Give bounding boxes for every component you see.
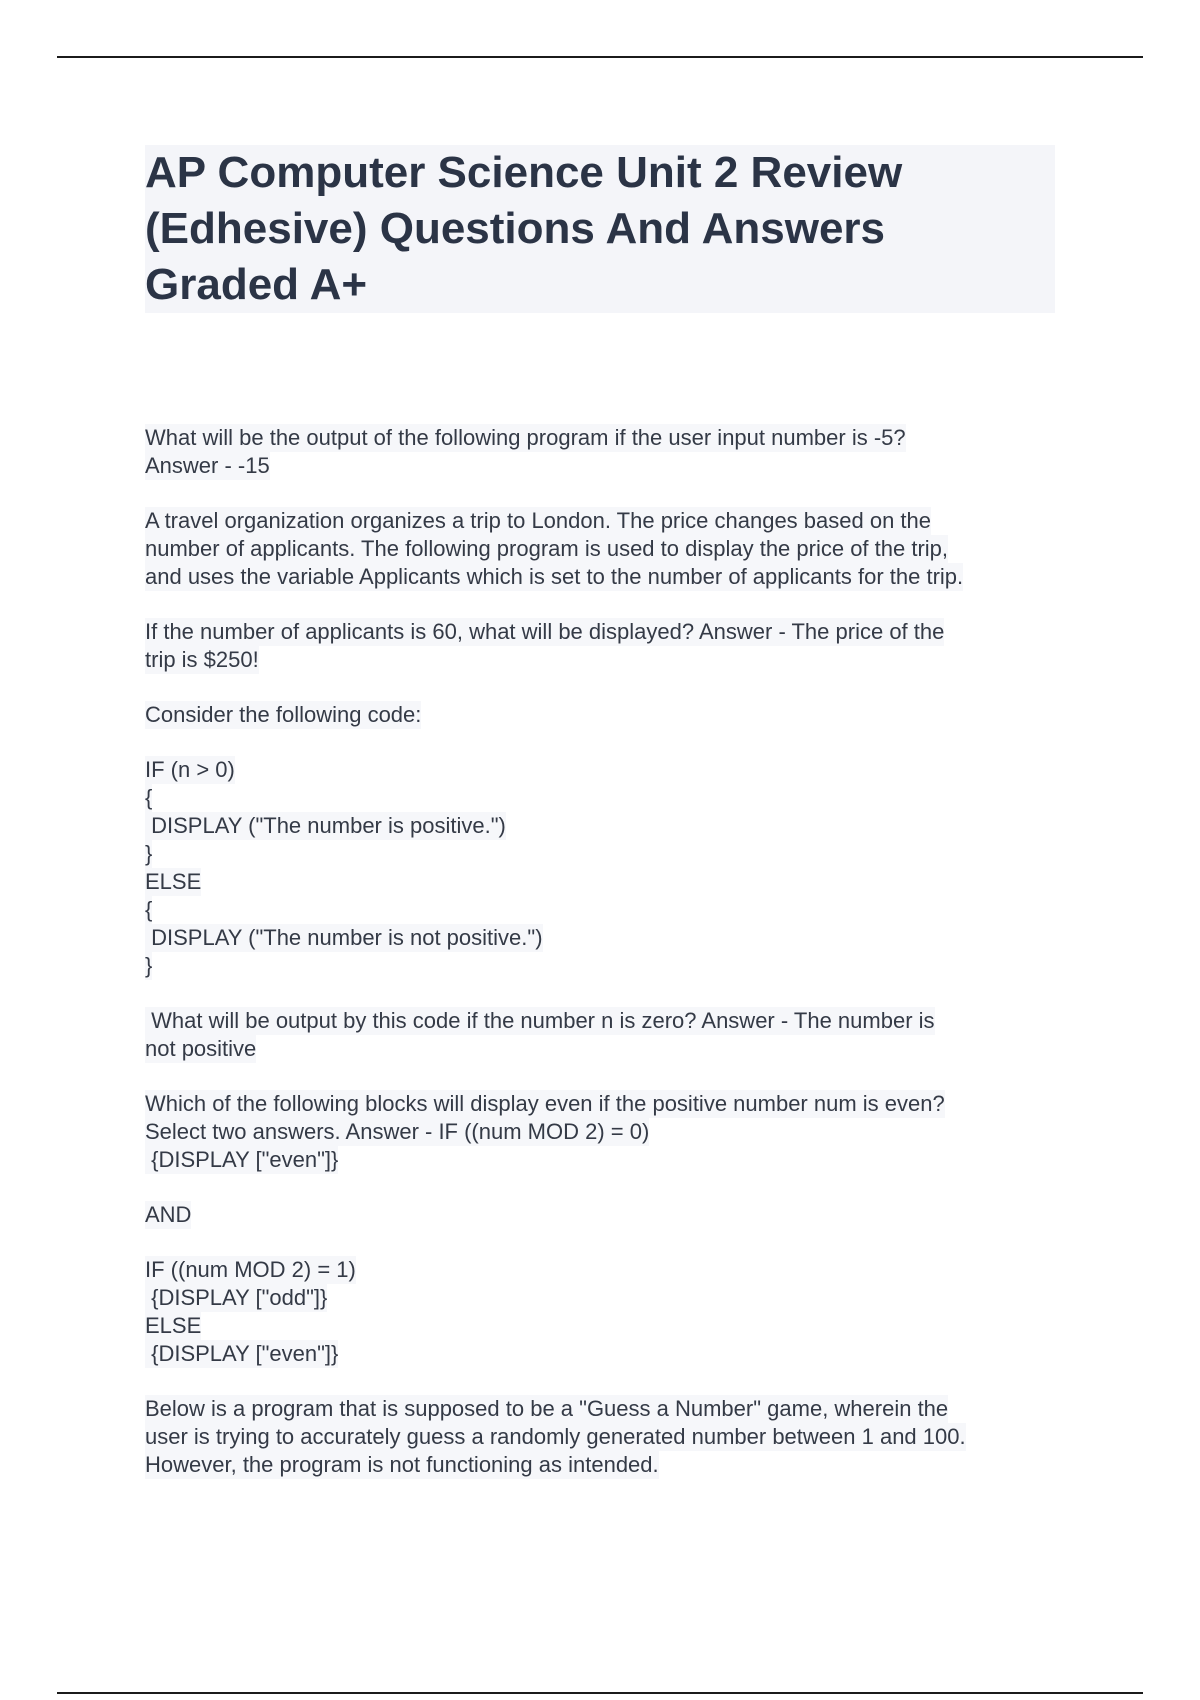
text-line: Consider the following code: (145, 702, 422, 727)
paragraph (145, 1201, 1065, 1229)
paragraph (145, 1007, 1065, 1063)
text-line: {DISPLAY ["even"]} (145, 1341, 339, 1366)
text-line: AND (145, 1202, 192, 1227)
text-line: } (145, 953, 153, 978)
text-line: { (145, 785, 153, 810)
text-line: } (145, 841, 153, 866)
document-title (145, 145, 1055, 313)
title-line: (Edhesive) Questions And Answers (145, 204, 886, 253)
text-line: trip is $250! (145, 647, 259, 672)
text-line: Below is a program that is supposed to be a "Guess a Number" game, wherein the (145, 1396, 949, 1421)
text-line: Which of the following blocks will display even if the positive number num is even? (145, 1091, 945, 1116)
paragraph (145, 1090, 1065, 1174)
paragraph (145, 756, 1065, 980)
paragraph (145, 701, 1065, 729)
paragraph (145, 1395, 1065, 1479)
text-line: and uses the variable Applicants which is set to the number of applicants for the trip. (145, 564, 964, 589)
text-line: { (145, 897, 153, 922)
text-line: What will be output by this code if the number n is zero? Answer - The number is (145, 1008, 935, 1033)
text-line: DISPLAY ("The number is positive.") (145, 813, 506, 838)
text-line: However, the program is not functioning as intended. (145, 1452, 659, 1477)
text-line: ELSE (145, 1313, 202, 1338)
text-line: Answer - -15 (145, 453, 270, 478)
title-block (145, 145, 1055, 313)
bottom-divider (57, 1692, 1143, 1694)
text-line: IF (n > 0) (145, 757, 235, 782)
top-divider (57, 56, 1143, 58)
text-line: {DISPLAY ["odd"]} (145, 1285, 328, 1310)
text-line: number of applicants. The following program is used to display the price of the trip, (145, 536, 949, 561)
title-line: Graded A+ (145, 260, 368, 309)
text-line: DISPLAY ("The number is not positive.") (145, 925, 543, 950)
text-line: If the number of applicants is 60, what will be displayed? Answer - The price of the (145, 619, 945, 644)
text-line: A travel organization organizes a trip to London. The price changes based on the (145, 508, 932, 533)
paragraph (145, 1256, 1065, 1368)
text-line: {DISPLAY ["even"]} (145, 1147, 339, 1172)
text-line: What will be the output of the following program if the user input number is -5? (145, 425, 906, 450)
title-line: AP Computer Science Unit 2 Review (145, 148, 903, 197)
text-line: user is trying to accurately guess a randomly generated number between 1 and 100. (145, 1424, 966, 1449)
text-line: not positive (145, 1036, 257, 1061)
paragraph (145, 424, 1065, 480)
paragraph (145, 618, 1065, 674)
text-line: Select two answers. Answer - IF ((num MOD 2) = 0) (145, 1119, 650, 1144)
document-body (145, 424, 1065, 1506)
paragraph (145, 507, 1065, 591)
text-line: IF ((num MOD 2) = 1) (145, 1257, 356, 1282)
text-line: ELSE (145, 869, 202, 894)
